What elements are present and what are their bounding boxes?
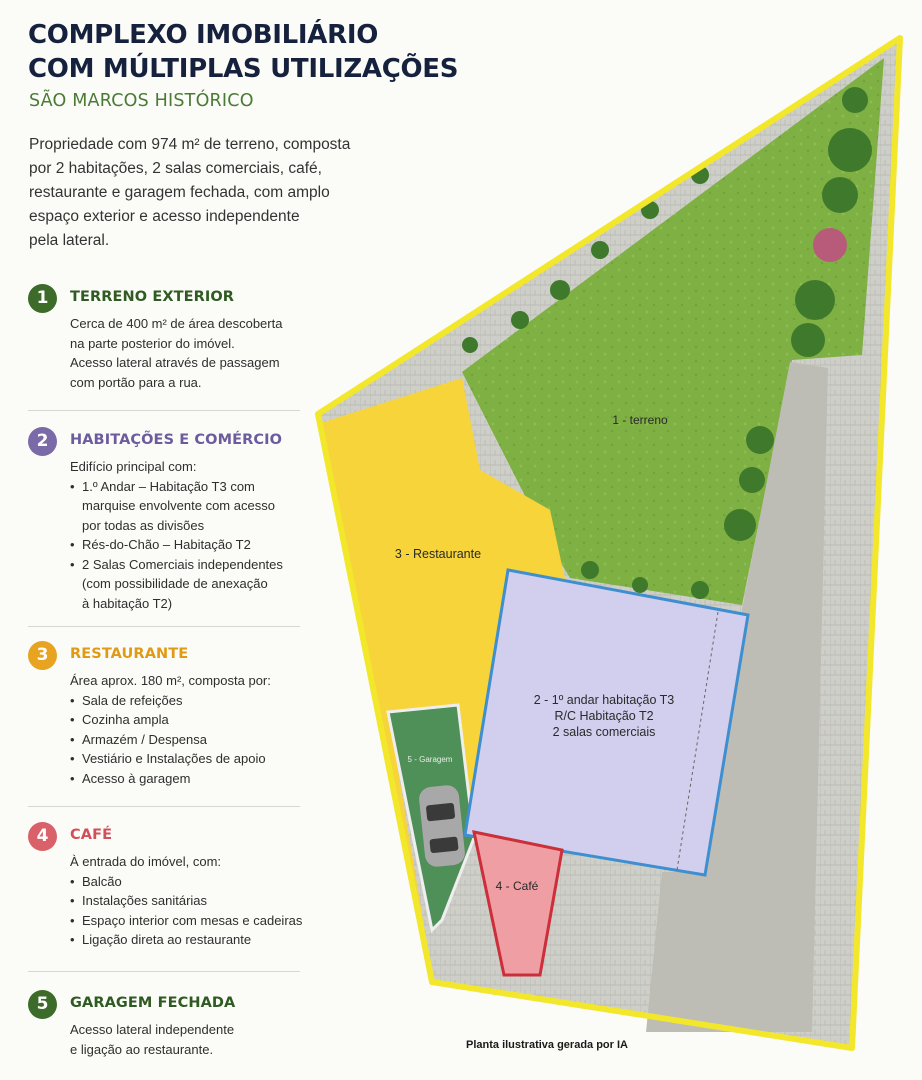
section-text-line: Acesso lateral independente bbox=[70, 1022, 235, 1037]
intro-line: Propriedade com 974 m² de terreno, composta bbox=[29, 136, 351, 153]
list-item-line: à habitação T2) bbox=[82, 595, 173, 611]
list-item-line: • Cozinha ampla bbox=[82, 712, 169, 727]
intro-line: restaurante e garagem fechada, com amplo bbox=[29, 184, 330, 201]
section-title: GARAGEM FECHADA bbox=[70, 995, 236, 1011]
title-line-2: COM MÚLTIPLAS UTILIZAÇÕES bbox=[28, 54, 459, 84]
label-building-1: 2 - 1º andar habitação T3 bbox=[533, 693, 675, 707]
section-title: TERRENO EXTERIOR bbox=[70, 289, 235, 305]
label-building-2: R/C Habitação T2 bbox=[554, 709, 654, 723]
list-item-line: • Balcão bbox=[82, 873, 122, 889]
list-item-line: • Espaço interior com mesas e cadeiras bbox=[82, 912, 303, 928]
list-item-line: • 1.º Andar – Habitação T3 com bbox=[82, 478, 255, 494]
plan-caption: Planta ilustrativa gerada por IA bbox=[466, 1039, 628, 1051]
label-cafe: 4 - Café bbox=[495, 879, 539, 893]
list-item-line: marquise envolvente com acesso bbox=[82, 498, 275, 513]
page-subtitle: SÃO MARCOS HISTÓRICO bbox=[29, 91, 254, 111]
section-title: CAFÉ bbox=[70, 827, 113, 843]
label-terreno: 1 - terreno bbox=[612, 413, 668, 427]
section-number-badge: 3 bbox=[28, 641, 57, 670]
list-item-line: (com possibilidade de anexação bbox=[82, 576, 268, 591]
list-item-line: • Acesso à garagem bbox=[82, 770, 191, 786]
section-text-line: Cerca de 400 m² de área descoberta bbox=[70, 316, 283, 331]
section-intro: À entrada do imóvel, com: bbox=[70, 854, 222, 869]
list-item-line: • Vestiário e Instalações de apoio bbox=[82, 751, 266, 766]
label-restaurante: 3 - Restaurante bbox=[394, 547, 482, 561]
list-item-line: • Ligação direta ao restaurante bbox=[82, 932, 252, 947]
section-intro: Edifício principal com: bbox=[70, 459, 197, 474]
intro-line: por 2 habitações, 2 salas comerciais, café, bbox=[29, 160, 322, 177]
section-intro: Área aprox. 180 m², composta por: bbox=[70, 673, 271, 688]
list-item-line: • Instalações sanitárias bbox=[82, 893, 208, 908]
car-icon bbox=[418, 784, 466, 868]
section-title: HABITAÇÕES E COMÉRCIO bbox=[70, 432, 283, 448]
section-number-badge: 5 bbox=[28, 990, 57, 1019]
section-text-line: na parte posterior do imóvel. bbox=[70, 335, 235, 351]
label-garagem: 5 - Garagem bbox=[407, 755, 453, 764]
intro-line: pela lateral. bbox=[29, 232, 110, 249]
list-item-line: • Sala de refeições bbox=[82, 692, 183, 708]
list-item-line: por todas as divisões bbox=[82, 517, 205, 533]
intro-line: espaço exterior e acesso independente bbox=[29, 208, 300, 225]
label-building-3: 2 salas comerciais bbox=[552, 725, 656, 739]
section-text-line: com portão para a rua. bbox=[70, 374, 202, 390]
list-item-line: • Rés-do-Chão – Habitação T2 bbox=[82, 537, 251, 552]
section-number-badge: 2 bbox=[28, 427, 57, 456]
section-title: RESTAURANTE bbox=[70, 646, 189, 662]
section-text-line: e ligação ao restaurante. bbox=[70, 1041, 214, 1057]
title-line-1: COMPLEXO IMOBILIÁRIO bbox=[28, 20, 379, 50]
section-number-badge: 4 bbox=[28, 822, 57, 851]
list-item-line: • Armazém / Despensa bbox=[82, 731, 207, 747]
section-number-badge: 1 bbox=[28, 284, 57, 313]
list-item-line: • 2 Salas Comerciais independentes bbox=[82, 556, 283, 572]
section-text-line: Acesso lateral através de passagem bbox=[70, 355, 280, 370]
